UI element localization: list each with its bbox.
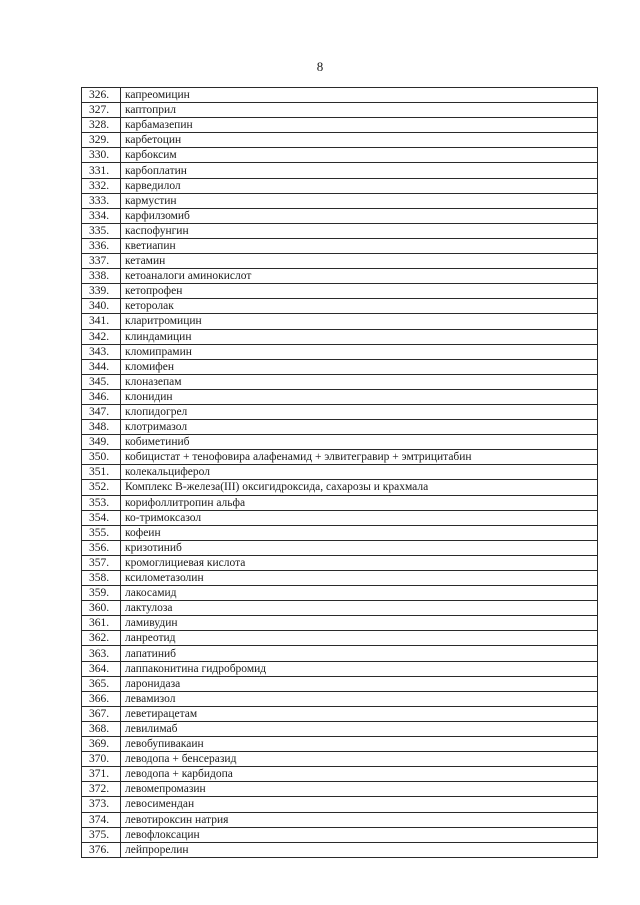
row-number: 346. xyxy=(82,389,121,404)
table-row xyxy=(82,737,598,752)
table-row xyxy=(82,721,598,736)
table-row xyxy=(82,299,598,314)
table-row xyxy=(82,238,598,253)
drug-name: кармустин xyxy=(121,193,598,208)
table-row xyxy=(82,571,598,586)
table-row xyxy=(82,465,598,480)
drug-name: кофеин xyxy=(121,525,598,540)
table-row xyxy=(82,178,598,193)
row-number: 357. xyxy=(82,555,121,570)
table-row xyxy=(82,691,598,706)
drug-name: капреомицин xyxy=(121,88,598,103)
table-row xyxy=(82,480,598,495)
table-row xyxy=(82,118,598,133)
table-row xyxy=(82,269,598,284)
drug-name: каптоприл xyxy=(121,103,598,118)
drug-name: кларитромицин xyxy=(121,314,598,329)
row-number: 329. xyxy=(82,133,121,148)
drug-name: карбетоцин xyxy=(121,133,598,148)
row-number: 366. xyxy=(82,691,121,706)
row-number: 355. xyxy=(82,525,121,540)
row-number: 333. xyxy=(82,193,121,208)
table-row xyxy=(82,148,598,163)
table-row xyxy=(82,223,598,238)
drug-name: кромоглициевая кислота xyxy=(121,555,598,570)
drug-name: клотримазол xyxy=(121,420,598,435)
row-number: 344. xyxy=(82,359,121,374)
row-number: 362. xyxy=(82,631,121,646)
table-row xyxy=(82,661,598,676)
table-row xyxy=(82,420,598,435)
drug-name: клопидогрел xyxy=(121,404,598,419)
row-number: 334. xyxy=(82,208,121,223)
row-number: 337. xyxy=(82,254,121,269)
row-number: 364. xyxy=(82,661,121,676)
drug-name: левотироксин натрия xyxy=(121,812,598,827)
drug-name: кризотиниб xyxy=(121,540,598,555)
drug-name: карбамазепин xyxy=(121,118,598,133)
table-row xyxy=(82,586,598,601)
row-number: 330. xyxy=(82,148,121,163)
drug-name: левамизол xyxy=(121,691,598,706)
drug-name: колекальциферол xyxy=(121,465,598,480)
drug-name: левомепромазин xyxy=(121,782,598,797)
row-number: 336. xyxy=(82,238,121,253)
drug-name: Комплекс В-железа(III) оксигидроксида, сахарозы и крахмала xyxy=(121,480,598,495)
drug-name: лаппаконитина гидробромид xyxy=(121,661,598,676)
table-row xyxy=(82,314,598,329)
table-row xyxy=(82,88,598,103)
drug-name: кветиапин xyxy=(121,238,598,253)
drug-name: карфилзомиб xyxy=(121,208,598,223)
drug-name: карбоплатин xyxy=(121,163,598,178)
drug-name: ланреотид xyxy=(121,631,598,646)
drug-name: клонидин xyxy=(121,389,598,404)
drug-name: лейпрорелин xyxy=(121,842,598,857)
table-row xyxy=(82,103,598,118)
drug-name: левобупивакаин xyxy=(121,737,598,752)
drug-name: кломипрамин xyxy=(121,344,598,359)
table-row xyxy=(82,435,598,450)
row-number: 331. xyxy=(82,163,121,178)
row-number: 359. xyxy=(82,586,121,601)
row-number: 348. xyxy=(82,420,121,435)
table-row xyxy=(82,495,598,510)
row-number: 339. xyxy=(82,284,121,299)
row-number: 353. xyxy=(82,495,121,510)
row-number: 328. xyxy=(82,118,121,133)
drug-name: кломифен xyxy=(121,359,598,374)
drug-name: ламивудин xyxy=(121,616,598,631)
drug-name: кобиметиниб xyxy=(121,435,598,450)
table-row xyxy=(82,540,598,555)
drug-name: клоназепам xyxy=(121,374,598,389)
table-row xyxy=(82,842,598,857)
drug-name: леводопа + карбидопа xyxy=(121,767,598,782)
table-row xyxy=(82,767,598,782)
row-number: 351. xyxy=(82,465,121,480)
table-row xyxy=(82,254,598,269)
row-number: 372. xyxy=(82,782,121,797)
drug-list-body xyxy=(82,88,598,858)
drug-name: лапатиниб xyxy=(121,646,598,661)
table-row xyxy=(82,706,598,721)
row-number: 340. xyxy=(82,299,121,314)
table-row xyxy=(82,193,598,208)
row-number: 343. xyxy=(82,344,121,359)
row-number: 358. xyxy=(82,571,121,586)
row-number: 332. xyxy=(82,178,121,193)
row-number: 375. xyxy=(82,827,121,842)
table-row xyxy=(82,133,598,148)
table-row xyxy=(82,827,598,842)
page-number: 8 xyxy=(316,59,324,74)
row-number: 349. xyxy=(82,435,121,450)
drug-name: кетоаналоги аминокислот xyxy=(121,269,598,284)
drug-name: лактулоза xyxy=(121,601,598,616)
drug-name: ксилометазолин xyxy=(121,571,598,586)
table-row xyxy=(82,389,598,404)
drug-name: кетамин xyxy=(121,254,598,269)
drug-name: клиндамицин xyxy=(121,329,598,344)
table-row xyxy=(82,344,598,359)
row-number: 369. xyxy=(82,737,121,752)
table-row xyxy=(82,284,598,299)
table-row xyxy=(82,797,598,812)
drug-name: леветирацетам xyxy=(121,706,598,721)
row-number: 354. xyxy=(82,510,121,525)
drug-name: левофлоксацин xyxy=(121,827,598,842)
table-row xyxy=(82,525,598,540)
table-row xyxy=(82,601,598,616)
table-row xyxy=(82,631,598,646)
drug-name: ко-тримоксазол xyxy=(121,510,598,525)
row-number: 365. xyxy=(82,676,121,691)
row-number: 360. xyxy=(82,601,121,616)
row-number: 335. xyxy=(82,223,121,238)
row-number: 367. xyxy=(82,706,121,721)
drug-name: карведилол xyxy=(121,178,598,193)
row-number: 371. xyxy=(82,767,121,782)
table-row xyxy=(82,208,598,223)
row-number: 368. xyxy=(82,721,121,736)
drug-name: каспофунгин xyxy=(121,223,598,238)
table-row xyxy=(82,782,598,797)
drug-name: ларонидаза xyxy=(121,676,598,691)
row-number: 363. xyxy=(82,646,121,661)
drug-name: кетопрофен xyxy=(121,284,598,299)
row-number: 361. xyxy=(82,616,121,631)
row-number: 345. xyxy=(82,374,121,389)
drug-name: карбоксим xyxy=(121,148,598,163)
row-number: 341. xyxy=(82,314,121,329)
table-row xyxy=(82,646,598,661)
row-number: 373. xyxy=(82,797,121,812)
row-number: 350. xyxy=(82,450,121,465)
table-row xyxy=(82,752,598,767)
row-number: 370. xyxy=(82,752,121,767)
drug-name: левосимендан xyxy=(121,797,598,812)
row-number: 374. xyxy=(82,812,121,827)
row-number: 342. xyxy=(82,329,121,344)
drug-name: леводопа + бенсеразид xyxy=(121,752,598,767)
drug-name: лакосамид xyxy=(121,586,598,601)
drug-name: кобицистат + тенофовира алафенамид + элвитегравир + эмтрицитабин xyxy=(121,450,598,465)
drug-name: кеторолак xyxy=(121,299,598,314)
row-number: 376. xyxy=(82,842,121,857)
drug-list-table xyxy=(81,87,598,858)
table-row xyxy=(82,616,598,631)
row-number: 338. xyxy=(82,269,121,284)
row-number: 356. xyxy=(82,540,121,555)
table-row xyxy=(82,359,598,374)
table-row xyxy=(82,555,598,570)
table-row xyxy=(82,404,598,419)
table-row xyxy=(82,163,598,178)
row-number: 352. xyxy=(82,480,121,495)
table-row xyxy=(82,676,598,691)
table-row xyxy=(82,510,598,525)
row-number: 326. xyxy=(82,88,121,103)
drug-name: корифоллитропин альфа xyxy=(121,495,598,510)
table-row xyxy=(82,374,598,389)
row-number: 347. xyxy=(82,404,121,419)
table-row xyxy=(82,329,598,344)
table-row xyxy=(82,450,598,465)
table-row xyxy=(82,812,598,827)
drug-name: левилимаб xyxy=(121,721,598,736)
row-number: 327. xyxy=(82,103,121,118)
